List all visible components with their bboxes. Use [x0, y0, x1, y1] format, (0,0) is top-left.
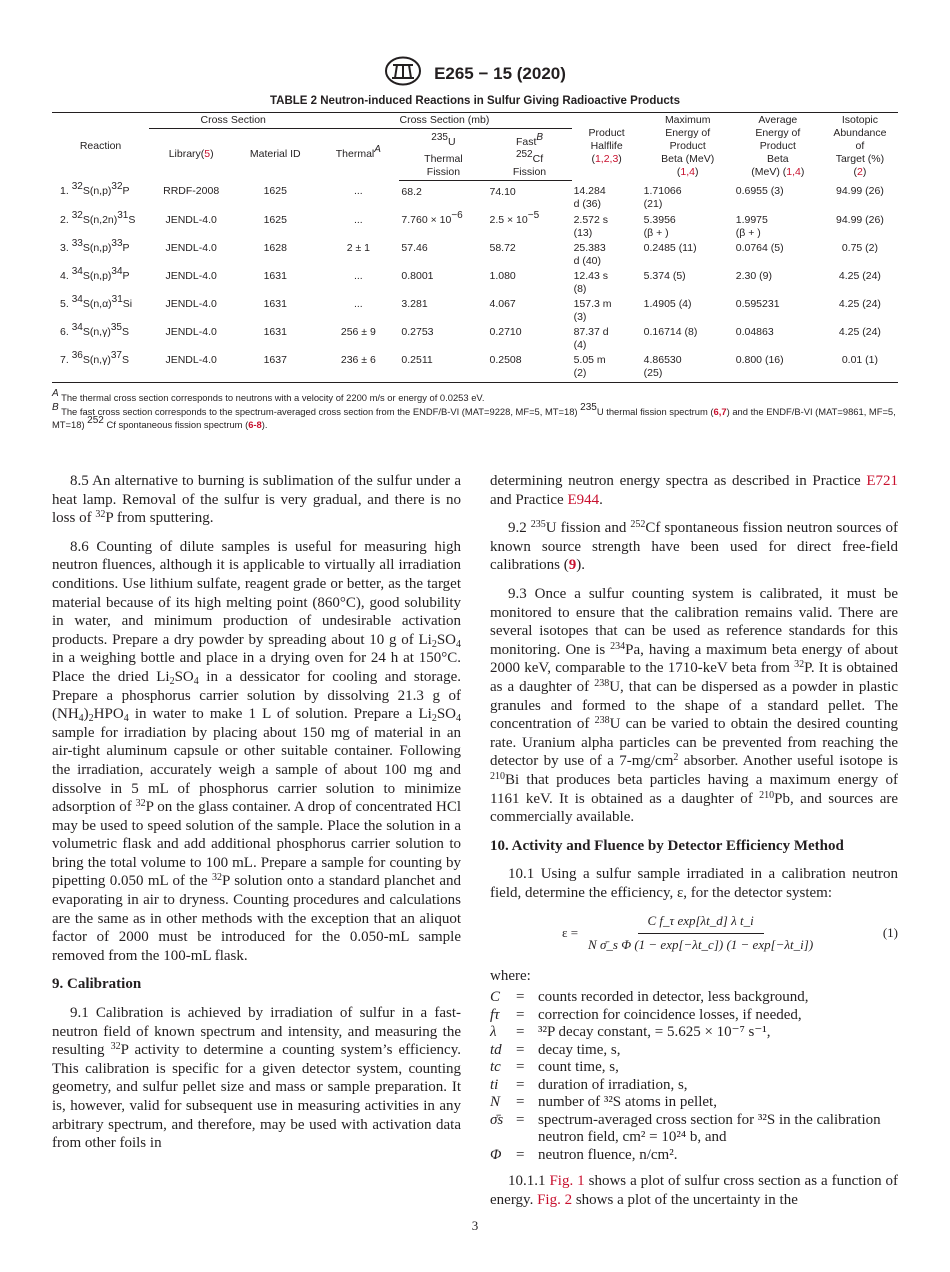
definitions-list: [490, 989, 898, 1164]
link-fig-2[interactable]: Fig. 2: [537, 1191, 573, 1208]
left-column: [52, 472, 461, 1163]
definition-item: C = counts recorded in detector, less background,: [490, 989, 809, 1006]
link-fig-1[interactable]: Fig. 1: [549, 1173, 585, 1190]
astm-logo-icon: [384, 56, 422, 91]
col-group-cross-section-mb: Cross Section (mb): [317, 113, 571, 129]
reactions-table: [52, 112, 898, 383]
definition-item: tc = count time, s,: [490, 1059, 619, 1076]
section-heading-9: 9. Calibration: [52, 976, 142, 993]
col-reaction: Reaction: [52, 113, 149, 181]
definition-item: σ̄s = spectrum-averaged cross section for ³²S in the calibration neutron field, cm² = 10²⁴ b, and: [490, 1111, 881, 1146]
equation-1: ε = $\frac{\text{C f\_τ exp[λt\_d] λ t\_i}}{\text{N σ̄\_s Φ (1 − exp[−λt\_c]) (1 − exp[−λt\_i])}}$ (1): [490, 912, 898, 954]
link-e721[interactable]: E721: [866, 473, 898, 489]
col-avg-energy: Average Energy of Product Beta (MeV) (1,4): [734, 113, 822, 181]
footnote-b: $^B$ The fast cross section corresponds to the spectrum-averaged cross section from the ENDF/B-VI (MAT=9228, MF=5, MT=18) $^{235}$U thermal fission spectrum (6,7) and the ENDF/B-VI (MAT=9861, MF=5, MT=18) $^{252}$ Cf spontaneous fission spectrum (6-8).: [52, 402, 896, 430]
page-number: 3: [471, 1218, 479, 1233]
ref-link[interactable]: 6-8: [248, 419, 262, 430]
definition-item: fτ = correction for coincidence losses, if needed,: [490, 1006, 802, 1023]
page-header: [0, 56, 950, 91]
equation-denominator: N σ̄_s Φ (1 − exp[−λt_c]) (1 − exp[−λt_i]): [588, 937, 814, 953]
paragraph-continued: determining neutron energy spectra as described in Practice E721 and Practice E944.: [490, 473, 898, 508]
ref-link[interactable]: 9: [568, 557, 577, 574]
paragraph-10-1-1: 10.1.1 Fig. 1 shows a plot of sulfur cross section as a function of energy. Fig. 2 shows a plot of the uncertainty in the: [490, 1173, 899, 1208]
table-row: 6. $^{34}S(n,\gamma)^{35}S$ JENDL-4.0 1631 256 ± 9 0.2753 0.2710 87.37 d (4) 0.16714 (8) 0.04863 4.25 (24): [60, 321, 881, 351]
paragraph-8-5: 8.5 An alternative to burning is sublimation of the sulfur under a heat lamp. Removal of the sulfur is very gradual, and there is no loss of $^{32}$P from sputtering.: [52, 473, 461, 527]
standard-designation: E265 − 15 (2020): [434, 63, 566, 83]
where-label: where:: [490, 967, 531, 984]
definition-item: Φ = neutron fluence, n/cm².: [490, 1146, 678, 1163]
col-material-id: Material ID: [249, 148, 301, 160]
definition-item: ti = duration of irradiation, s,: [490, 1076, 688, 1093]
paragraph-10-1: 10.1 Using a sulfur sample irradiated in a calibration neutron field, determine the efficiency, ε, for the detector system:: [490, 866, 898, 901]
col-max-energy: Maximum Energy of Product Beta (MeV) (1,4): [642, 113, 734, 181]
col-u235: Thermal Fission: [399, 152, 487, 181]
link-e944[interactable]: E944: [567, 491, 600, 508]
col-thermal: Thermal$^A$: [335, 144, 381, 160]
col-group-cross-section: Cross Section: [149, 113, 317, 129]
col-cf252: $^{252}$Cf Fission: [487, 152, 571, 181]
table-row: 3. $^{33}S(n,p)^{33}P$ JENDL-4.0 1628 2 ± 1 57.46 58.72 25.383 d (40) 0.2485 (11) 0.0764 (5) 0.75 (2): [60, 237, 879, 267]
col-fast-head: Fast$^B$: [515, 132, 544, 149]
col-u235-head: $^{235}$U: [431, 132, 456, 149]
section-heading-10: 10. Activity and Fluence by Detector Efficiency Method: [490, 837, 844, 854]
table-row: 5. $^{34}S(n,\alpha)^{31}Si$ JENDL-4.0 1631 ... 3.281 4.067 157.3 m (3) 1.4905 (4) 0.595231 4.25 (24): [60, 293, 881, 323]
ref-link[interactable]: 6,7: [713, 406, 727, 417]
table-row: 2. $^{32}S(n,2n)^{31}S$ JENDL-4.0 1625 ... $7.760 \times 10^{-6}$ $2.5 \times 10^{-5}$ 2.572 s (13) 5.3956 (β + ) 1.9975 (β + ) 94.99 (26): [60, 209, 884, 239]
table-title: TABLE 2 Neutron-induced Reactions in Sulfur Giving Radioactive Products: [269, 95, 680, 107]
equation-numerator: C f_τ exp[λt_d] λ t_i: [638, 912, 764, 934]
paragraph-9-2: 9.2 $^{235}$U fission and $^{252}$Cf spontaneous fission neutron sources of known source strength have been used for direct free-field calibrations (9).: [490, 519, 898, 574]
col-halflife: Product Halflife (1,2,3): [572, 113, 642, 181]
col-library: Library(5): [168, 148, 214, 160]
col-abundance: Isotopic Abundance of Target (%) (2): [822, 113, 898, 181]
table-row: 4. $^{34}S(n,p)^{34}P$ JENDL-4.0 1631 ... 0.8001 1.080 12.43 s (8) 5.374 (5) 2.30 (9) 4.25 (24): [60, 265, 881, 295]
table-row: 7. $^{36}S(n,\gamma)^{37}S$ JENDL-4.0 1637 236 ± 6 0.2511 0.2508 5.05 m (2) 4.86530 (25) 0.800 (16) 0.01 (1): [52, 354, 898, 383]
right-column: [490, 472, 898, 1219]
paragraph-9-3: 9.3 Once a sulfur counting system is calibrated, it must be monitored to ensure that the calibration remains valid. There are several isotopes that can be used as reference standards for this monitoring. One is $^{234}$Pa, having a maximum beta energy of about 2000 keV, comparable to the 1710-keV beta from $^{32}$P. It is obtained as a daughter of $^{238}$U, that can be dispersed as a powder in plastic granules and formed to the shape of a standard pellet. The concentration of $^{238}$U can be varied to obtain the desired counting rate. Uranium alpha particles can be prevented from reaching the detector by use of a $7-mg/cm^2$ absorber. Another useful isotope is $^{210}$Bi that produces beta particles having a maximum energy of 1161 keV. It is obtained as a daughter of $^{210}$Pb, and sources are commercially available.: [490, 585, 899, 826]
paragraph-8-6: 8.6 Counting of dilute samples is useful for measuring high neutron fluences, although it is applicable to virtually all irradiation conditions. Use lithium sulfate, reagent grade or better, as the target material because of its high melting point (860°C), good solubility in water, and minimum production of undesirable activation products. Prepare a dry powder by spreading about 10 g of $Li_2SO_4$ in a weighing bottle and place in a drying oven for 24 h at 150°C. Place the dried $Li_2SO_4$ in a dessicator for cooling and storage. Prepare a phosphorus carrier solution by dissolving 21.3 g of $(NH_4)_2HPO_4$ in water to make 1 L of solution. Prepare a $Li_2SO_4$ sample for irradiation by placing about 150 mg of material in an air-tight aluminum capsule or other suitable container. Following the irradiation, accurately weigh a sample of about 100 mg and dissolve in 5 mL of phosphorus carrier solution to minimize adsorption of $^{32}$P on the glass container. A drop of concentrated HCl may be used to speed solution of the sample. Place the solution in a volumetric flask and add additional phosphorus carrier solution to bring the total volume to 100 mL. Prepare a sample for counting by pipetting 0.050 mL of the $^{32}$P solution onto a standard planchet and evaporating in air to dryness. Counting procedures and calculations are the same as in other methods with the exception that an aliquot factor of 2000 must be introduced for the 0.050-mL sample removed from the 100-mL flask.: [52, 538, 462, 964]
equation-number: (1): [882, 925, 898, 941]
footnote-a: $^A$ The thermal cross section corresponds to neutrons with a velocity of 2200 m/s or energy of 0.0253 eV.: [52, 388, 485, 403]
table-row: 1. $^{32}S(n,p)^{32}P$ RRDF-2008 1625 ... 68.2 74.10 14.284 d (36) 1.71066 (21) 0.6955 (3) 94.99 (26): [60, 181, 884, 210]
definition-item: N = number of ³²S atoms in pellet,: [490, 1094, 717, 1111]
definition-item: td = decay time, s,: [490, 1041, 621, 1058]
definition-item: λ = ³²P decay constant, = 5.625 × 10⁻⁷ s⁻¹,: [490, 1024, 771, 1041]
paragraph-9-1: 9.1 Calibration is achieved by irradiation of sulfur in a fast-neutron field of known spectrum and intensity, and measuring the resulting $^{32}$P activity to determine a counting system’s efficiency. This calibration is specific for a given detector system, counting geometry, and sulfur pellet size and mass or sample preparation. It is, however, valid for subsequent use in measuring activities in any arbitrary spectrum, and therefore, may be used with activation data from other foils in: [52, 1005, 461, 1152]
